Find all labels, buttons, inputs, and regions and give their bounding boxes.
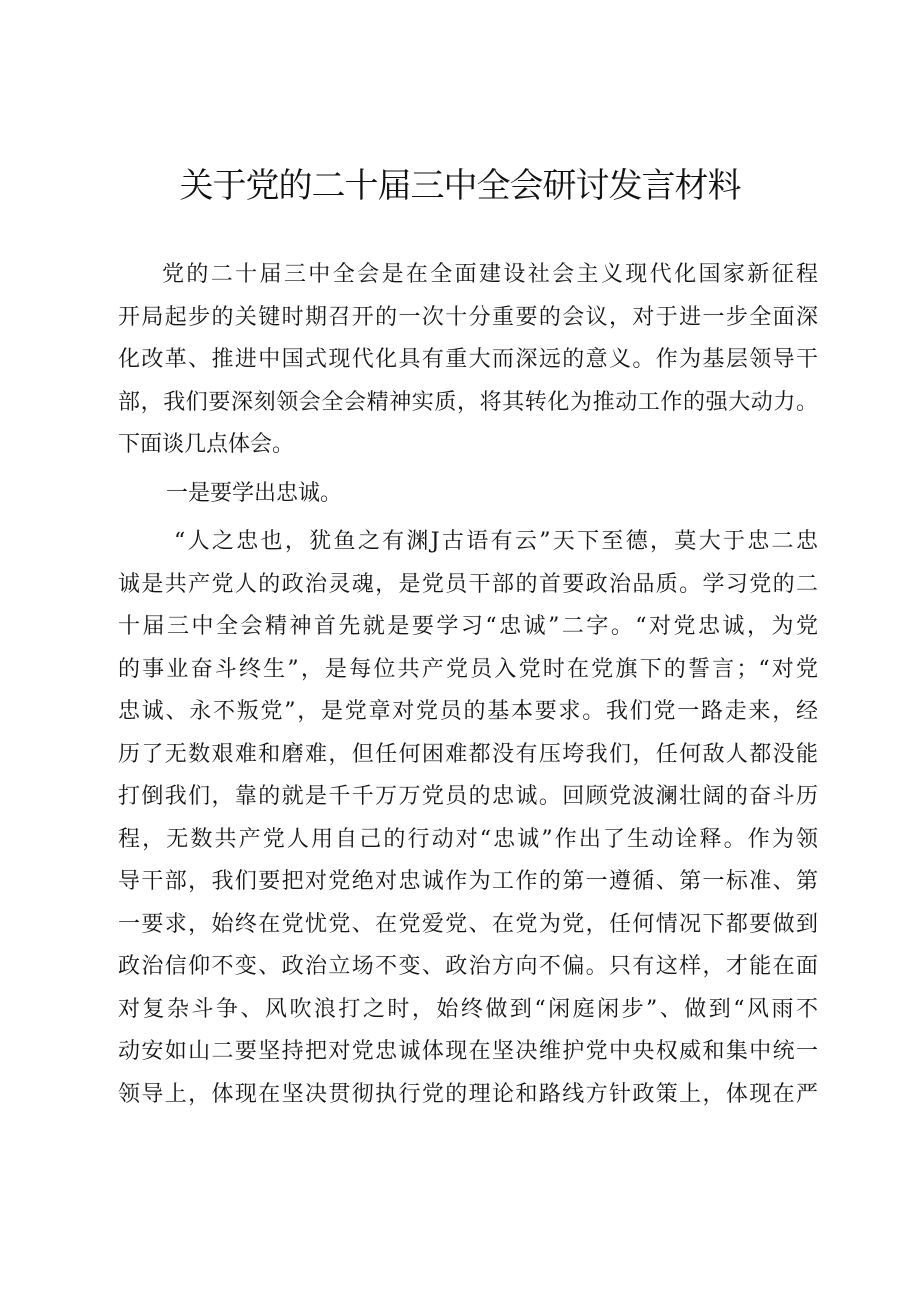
section-line: 忠诚、永不叛党”，是党章对党员的基本要求。我们党一路走来，经 [118,699,818,724]
section-line: 诚是共产党人的政治灵魂，是党员干部的首要政治品质。学习党的二 [118,571,818,597]
intro-line: 下面谈几点体会。 [118,432,295,457]
section-line: 动安如山二要坚持把对党忠诚体现在坚决维护党中央权威和集中统一 [118,1039,818,1064]
section-heading: 一是要学出忠诚。 [166,480,343,506]
section-line: 历了无数艰难和磨难，但任何困难都没有压垮我们，任何敌人都没能 [118,741,818,767]
section-line: 打倒我们，靠的就是千千万万党员的忠诚。回顾党波澜壮阔的奋斗历 [118,784,818,809]
section-line: 对复杂斗争、风吹浪打之时，始终做到“闲庭闲步”、做到“风雨不 [118,996,818,1022]
section-line: 领导上，体现在坚决贯彻执行党的理论和路线方针政策上，体现在严 [118,1081,818,1107]
intro-line: 开局起步的关键时期召开的一次十分重要的会议，对于进一步全面深 [118,304,818,330]
section-line: 政治信仰不变、政治立场不变、政治方向不偏。只有这样，才能在面 [118,954,818,979]
section-line: “人之忠也，犹鱼之有渊J古语有云”天下至德，莫大于忠二忠 [174,529,818,554]
section-line: 十届三中全会精神首先就是要学习“忠诚”二字。“对党忠诚，为党 [118,614,818,639]
document-body [118,254,818,1116]
section-line: 程，无数共产党人用自己的行动对“忠诚”作出了生动诠释。作为领 [118,826,818,852]
section-line: 导干部，我们要把对党绝对忠诚作为工作的第一遵循、第一标准、第 [118,869,818,894]
section-line: 的事业奋斗终生”，是每位共产党员入党时在党旗下的誓言；“对党 [118,656,818,682]
intro-line: 化改革、推进中国式现代化具有重大而深远的意义。作为基层领导干 [118,347,818,372]
section-line: 一要求，始终在党忧党、在党爱党、在党为党，任何情况下都要做到 [118,911,818,937]
intro-line: 党的二十届三中全会是在全面建设社会主义现代化国家新征程 [162,262,818,287]
document-title: 关于党的二十届三中全会研讨发言材料 [179,166,741,206]
intro-line: 部，我们要深刻领会全会精神实质，将其转化为推动工作的强大动力。 [118,389,818,415]
